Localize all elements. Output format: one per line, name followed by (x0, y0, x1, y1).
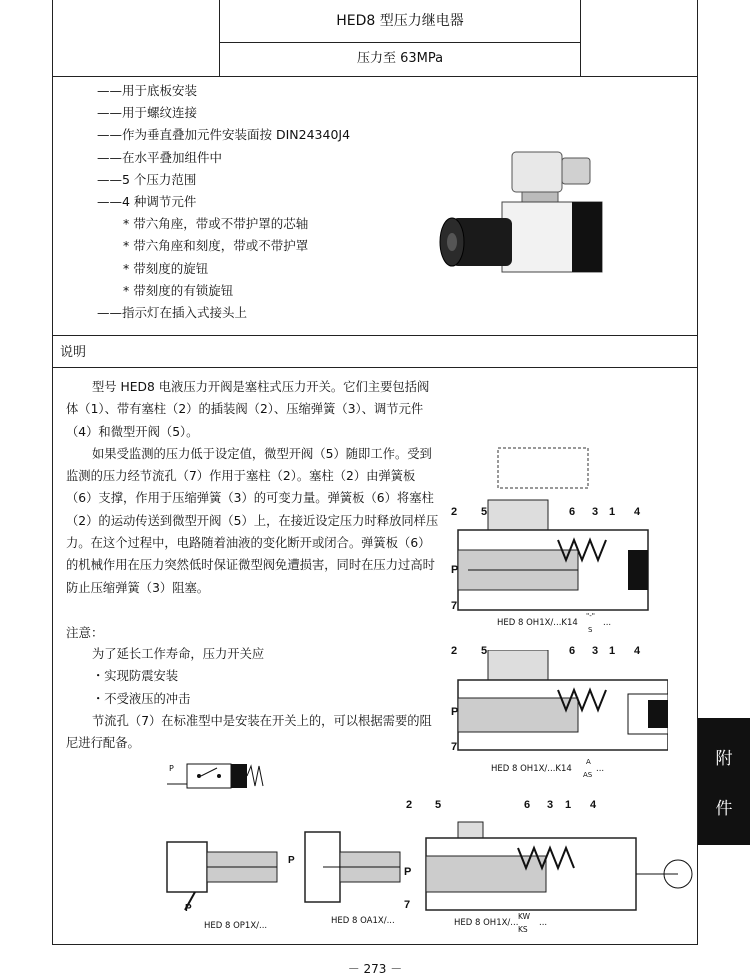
product-photo (432, 140, 612, 290)
caption-2-dots: ... (596, 764, 605, 774)
sub-feature-item: * 带刻度的旋钮 (123, 260, 209, 276)
caption-1-dots: ... (603, 618, 612, 628)
section-diagram-4 (303, 822, 403, 912)
label-3: 3 (547, 799, 554, 811)
sub-feature-item: * 带六角座和刻度，带或不带护罩 (123, 238, 309, 254)
divider-section (52, 367, 698, 368)
divider-mid (52, 335, 698, 336)
feature-item: ——指示灯在插入式接头上 (97, 305, 248, 321)
label-p: P (404, 866, 412, 878)
label-p: P (185, 903, 192, 914)
feature-item: ——4 种调节元件 (97, 194, 197, 210)
label-7: 7 (451, 600, 458, 612)
section-diagram-2 (448, 650, 668, 760)
divider-top (52, 76, 698, 77)
label-6: 6 (524, 799, 531, 811)
caption-5-sub: KS (518, 925, 528, 934)
feature-list (97, 80, 350, 324)
label-4: 4 (634, 645, 641, 657)
label-1: 1 (609, 506, 616, 518)
description-p1: 型号 HED8 电液压力开阀是塞柱式压力开关。它们主要包括阀体（1）、带有塞柱（2）的插装阀（2）、压缩弹簧（3）、调节元件（4）和微型开阀（5）。 (66, 380, 430, 439)
side-tab (698, 718, 750, 845)
caption-1: HED 8 OH1X/...K14 (497, 618, 578, 628)
label-2: 2 (406, 799, 413, 811)
page-title: HED8 型压力继电器 (220, 0, 580, 43)
caption-4: HED 8 OA1X/... (331, 916, 395, 926)
label-7: 7 (451, 741, 458, 753)
hydraulic-symbol (165, 758, 275, 790)
caption-2: HED 8 OH1X/...K14 (491, 764, 572, 774)
label-p: P (451, 706, 459, 718)
notes-item: ・不受液压的冲击 (92, 691, 191, 706)
caption-3: HED 8 OP1X/... (204, 921, 268, 931)
section-diagram-5 (408, 820, 698, 915)
label-5: 5 (481, 645, 488, 657)
notes-text: 节流孔（7）在标准型中是安装在开关上的，可以根据需要的阻尼进行配备。 (66, 713, 432, 751)
caption-1-sub: S (588, 626, 593, 634)
feature-item: ——在水平叠加组件中 (97, 149, 223, 165)
label-5: 5 (481, 506, 488, 518)
label-p: P (451, 564, 459, 576)
feature-item: ——用于底板安装 (97, 83, 198, 98)
notes-item: ・实现防震安装 (92, 669, 179, 684)
label-6: 6 (569, 506, 576, 518)
side-tab-line1: 附 (715, 749, 733, 769)
label-3: 3 (592, 506, 599, 518)
side-tab-line2: 件 (715, 799, 733, 819)
feature-item: ——5 个压力范围 (97, 171, 197, 187)
caption-2-sup: A (586, 758, 591, 766)
notes-intro: 为了延长工作寿命，压力开关应 (92, 647, 265, 661)
section-diagram-1 (448, 440, 668, 620)
caption-1-sup: "-" (586, 612, 595, 620)
page-subtitle: 压力至 63MPa (356, 51, 444, 66)
label-6: 6 (569, 645, 576, 657)
description (66, 376, 441, 599)
sub-feature-item: * 带六角座，带或不带护罩的芯轴 (123, 216, 309, 232)
caption-2-sub: AS (583, 771, 593, 779)
description-p2: 如果受监测的压力低于设定值，微型开阀（5）随即工作。受到监测的压力经节流孔（7）作用于塞柱（2）。塞柱（2）由弹簧板（6）支撑，作用于压缩弹簧（3）的可变力量。弹簧板（6）将塞柱（2）的运动传送到微型开阀（5）上，在接近设定压力时释放同样压力。在这个过程中，电路随着油液的变化断开或闭合。弹簧板（6）的机械作用在压力突然低时保证微型阀免遭损害，同时在压力过高时防止压缩弹簧（3）阻塞。 (66, 446, 439, 595)
section-label: 说明 (60, 345, 87, 360)
page-number: － 273 － (347, 962, 403, 976)
label-1: 1 (609, 645, 616, 657)
caption-5: HED 8 OH1X/... (454, 918, 519, 928)
caption-5-sup: KW (518, 912, 531, 921)
label-7: 7 (404, 899, 411, 911)
label-2: 2 (451, 506, 458, 518)
label-3: 3 (592, 645, 599, 657)
section-diagram-3 (165, 822, 280, 912)
feature-item: ——作为垂直叠加元件安装面按 DIN24340J4 (97, 127, 351, 143)
label-4: 4 (590, 799, 597, 811)
label-1: 1 (565, 799, 572, 811)
title-box (219, 0, 581, 76)
label-4: 4 (634, 506, 641, 518)
notes (66, 643, 441, 754)
label-p: P (288, 855, 295, 866)
caption-5-dots: ... (539, 918, 548, 928)
label-5: 5 (435, 799, 442, 811)
symbol-p: P (169, 764, 174, 773)
feature-item: ——用于螺纹连接 (97, 105, 198, 121)
sub-feature-item: * 带刻度的有锁旋钮 (123, 282, 234, 298)
label-2: 2 (451, 645, 458, 657)
notes-title: 注意： (66, 625, 104, 640)
